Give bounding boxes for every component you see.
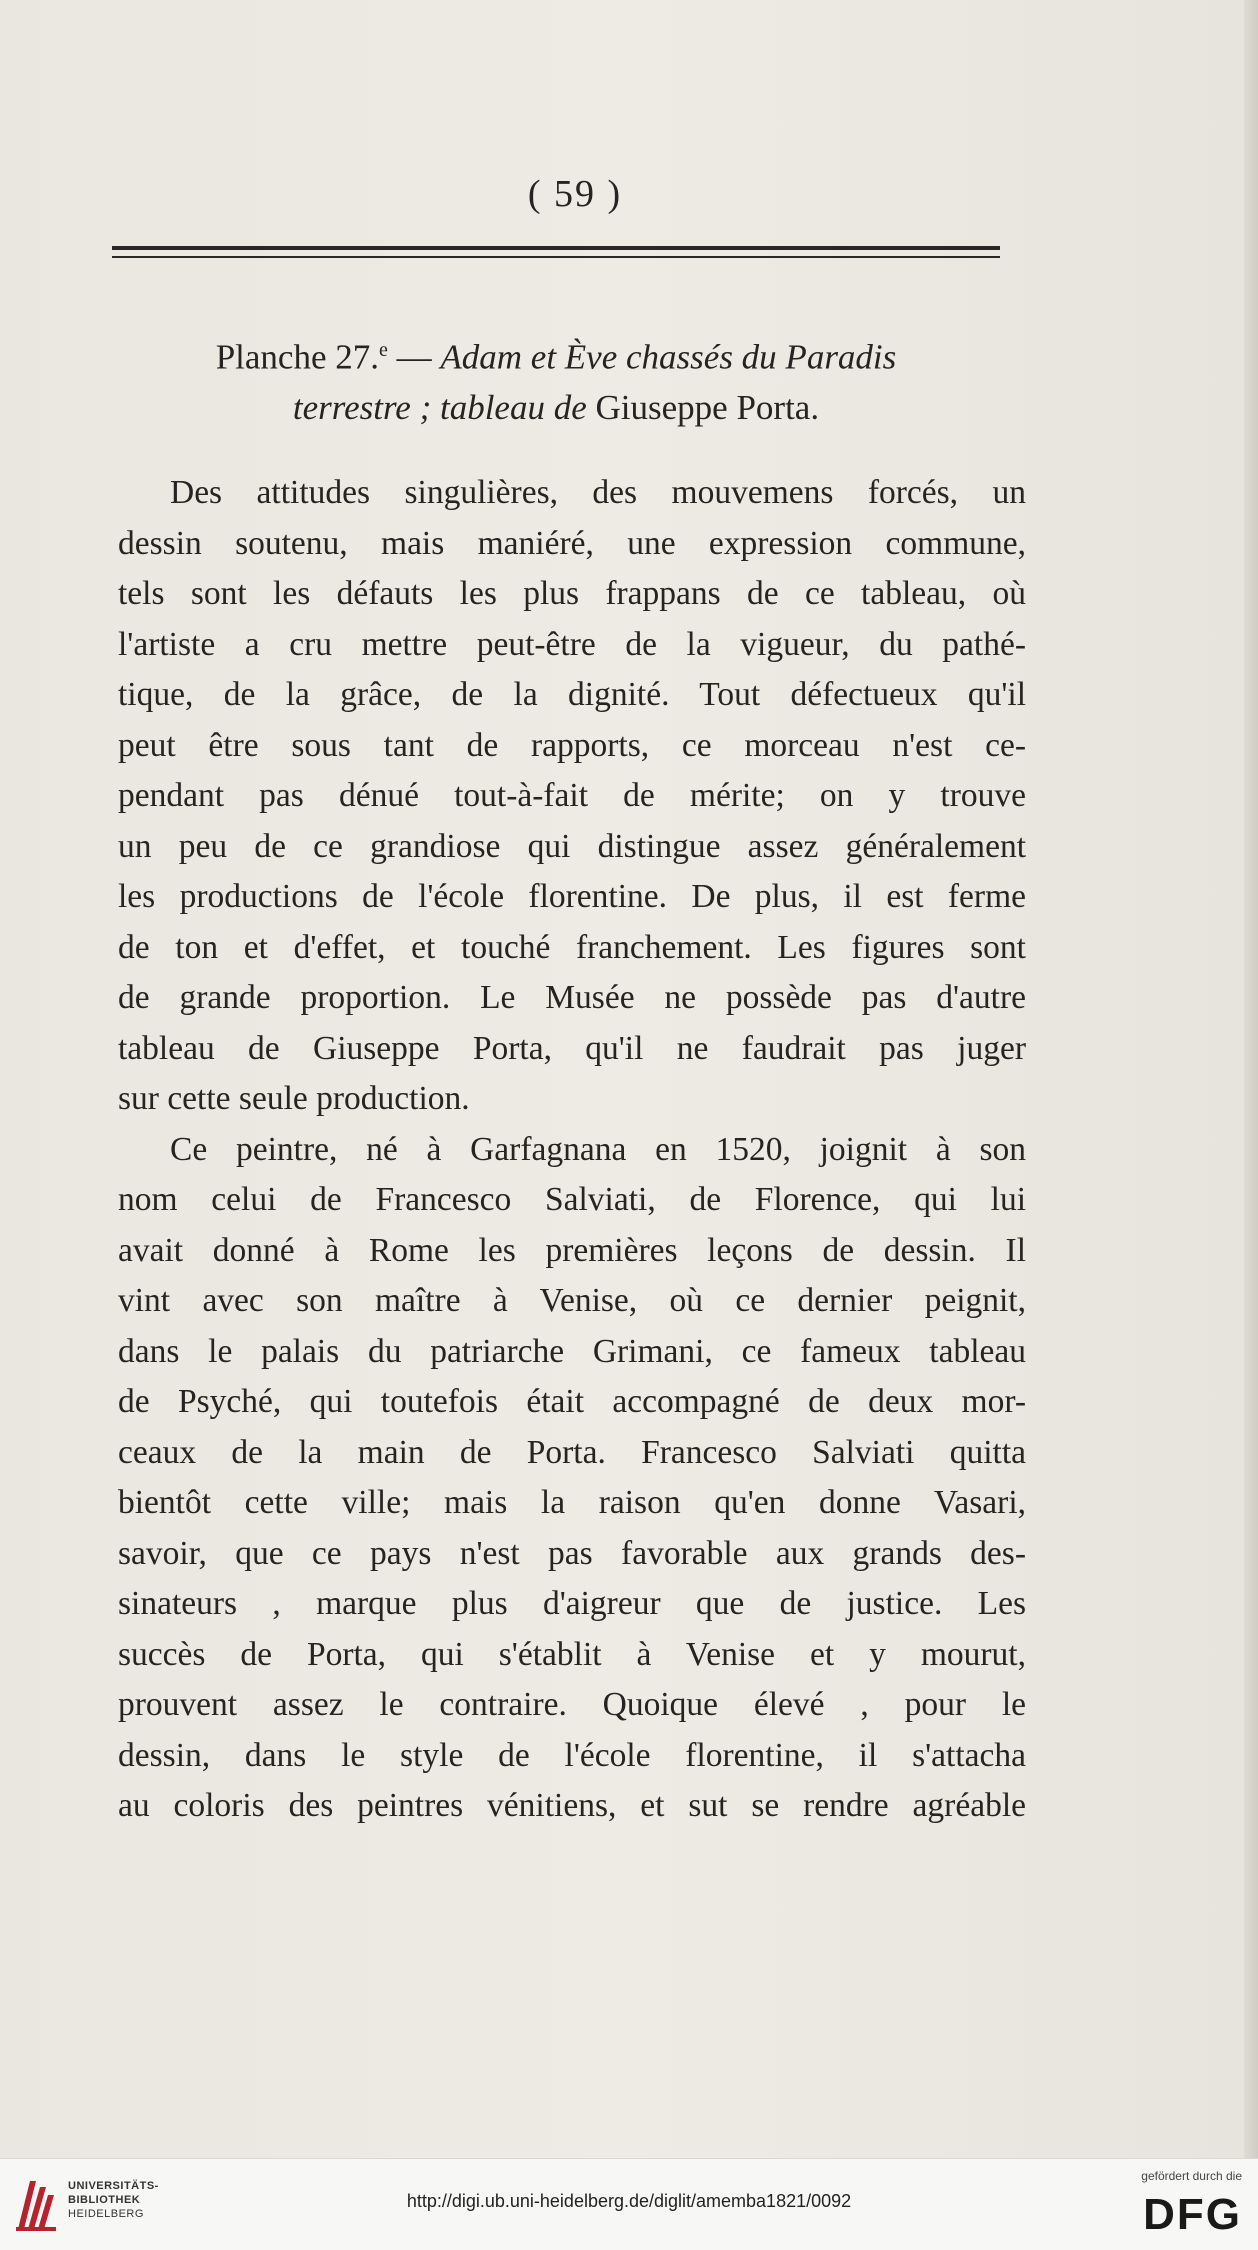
text-line: sinateurs , marque plus d'aigreur que de justice. Les (118, 1585, 1026, 1622)
header-rule-thin (112, 256, 1000, 258)
dfg-logo: DFG (1143, 2190, 1242, 2239)
text-line: nom celui de Francesco Salviati, de Florence, qui lui (118, 1181, 1026, 1218)
text-line: savoir, que ce pays n'est pas favorable aux grands des- (118, 1534, 1026, 1572)
viewer-footer (0, 2158, 1258, 2250)
text-line: Ce peintre, né à Garfagnana en 1520, joignit à son (170, 1130, 1026, 1168)
text-line: Des attitudes singulières, des mouvemens forcés, un (170, 474, 1026, 511)
heading-line-2 (112, 383, 1000, 433)
plate-sup: e (379, 339, 388, 361)
text-line: sur cette seule production. (118, 1080, 470, 1117)
page-number: ( 59 ) (527, 173, 623, 215)
text-line: l'artiste a cru mettre peut-être de la vigueur, du pathé- (118, 625, 1026, 663)
header-rule-thick (112, 246, 1000, 250)
text-line: de grande proportion. Le Musée ne possède pas d'autre (118, 979, 1026, 1016)
text-line: les productions de l'école florentine. De plus, il est ferme (118, 878, 1026, 915)
text-line: dessin soutenu, mais maniéré, une expression commune, (118, 524, 1026, 562)
library-name-line1: UNIVERSITÄTS- (68, 2180, 159, 2192)
painting-title: Adam et Ève chassés du Paradis (440, 337, 897, 377)
text-line: prouvent assez le contraire. Quoique élevé , pour le (118, 1686, 1026, 1723)
text-line: de Psyché, qui toutefois était accompagné de deux mor- (118, 1383, 1026, 1420)
funding-label: gefördert durch die (1141, 2169, 1242, 2183)
permalink-url[interactable]: http://digi.ub.uni-heidelberg.de/diglit/amemba1821/0092 (406, 2191, 852, 2211)
library-name-line3: HEIDELBERG (68, 2208, 144, 2220)
heading-line-1 (112, 325, 1000, 383)
text-line: succès de Porta, qui s'établit à Venise et y mourut, (118, 1635, 1026, 1673)
body-text (118, 468, 1026, 1832)
page-edge (1244, 0, 1258, 2158)
text-line: dans le palais du patriarche Grimani, ce fameux tableau (118, 1332, 1026, 1370)
plate-heading (112, 325, 1000, 433)
text-line: tels sont les défauts les plus frappans de ce tableau, où (118, 575, 1026, 612)
text-line: au coloris des peintres vénitiens, et sut se rendre agréable (118, 1787, 1026, 1824)
text-line: pendant pas dénué tout-à-fait de mérite; on y trouve (118, 777, 1026, 814)
artist-name: Giuseppe Porta. (586, 387, 820, 427)
text-line: avait donné à Rome les premières leçons de dessin. Il (118, 1231, 1026, 1269)
text-line: vint avec son maître à Venise, où ce dernier peignit, (118, 1282, 1026, 1319)
painting-title-cont: terrestre ; tableau de (292, 387, 587, 427)
text-line: ceaux de la main de Porta. Francesco Salviati quitta (118, 1433, 1026, 1471)
plate-label: Planche 27. (215, 337, 379, 377)
text-line: dessin, dans le style de l'école florentine, il s'attacha (118, 1736, 1026, 1774)
heading-dash: — (387, 337, 441, 377)
text-line: tique, de la grâce, de la dignité. Tout défectueux qu'il (118, 676, 1026, 713)
text-line: un peu de ce grandiose qui distingue assez généralement (118, 827, 1026, 865)
text-line: tableau de Giuseppe Porta, qu'il ne faudrait pas juger (118, 1029, 1026, 1067)
library-name-line2: BIBLIOTHEK (68, 2194, 141, 2206)
text-line: peut être sous tant de rapports, ce morceau n'est ce- (118, 726, 1026, 764)
text-line: bientôt cette ville; mais la raison qu'en donne Vasari, (118, 1484, 1026, 1521)
text-line: de ton et d'effet, et touché franchement. Les figures sont (118, 928, 1026, 966)
